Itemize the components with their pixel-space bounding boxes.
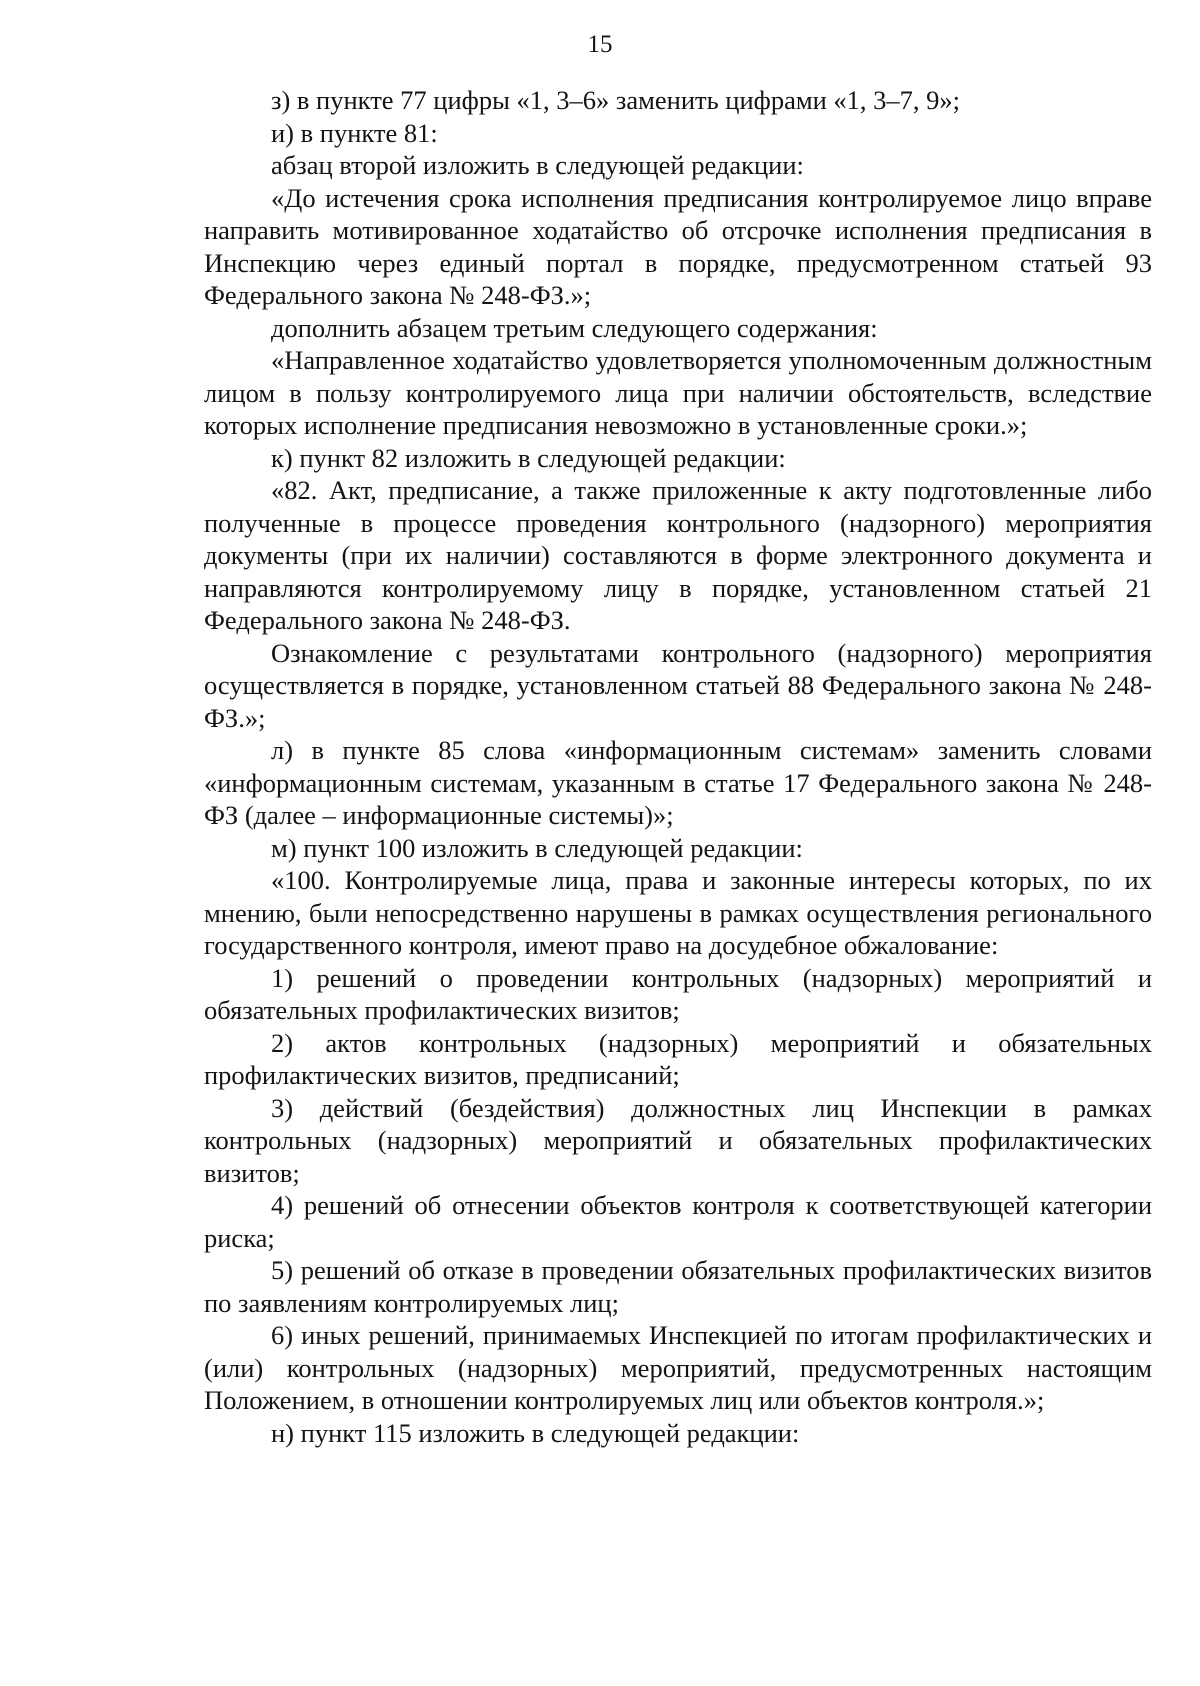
- paragraph: 5) решений об отказе в проведении обязательных профилактических визитов по заявлениям контролируемых лиц;: [204, 1255, 1152, 1318]
- paragraph: и) в пункте 81:: [271, 117, 438, 148]
- paragraph: «100. Контролируемые лица, права и законные интересы которых, по их мнению, были непосредственно нарушены в рамках осуществления регионального государственного контроля, имеют право на досудебное обжалование:: [204, 865, 1152, 960]
- paragraph: «82. Акт, предписание, а также приложенные к акту подготовленные либо полученные в процессе проведения контрольного (надзорного) мероприятия документы (при их наличии) составляются в форме электронного документа и направляются контролируемому лицу в порядке, установленном статьей 21 Федерального закона № 248-ФЗ.: [204, 475, 1152, 635]
- document-body: [204, 84, 1152, 1449]
- paragraph: з) в пункте 77 цифры «1, 3–6» заменить цифрами «1, 3–7, 9»;: [271, 85, 961, 115]
- page-number: 15: [587, 31, 613, 58]
- paragraph: дополнить абзацем третьим следующего содержания:: [271, 312, 878, 343]
- paragraph: Ознакомление с результатами контрольного (надзорного) мероприятия осуществляется в порядке, установленном статьей 88 Федерального закона № 248-ФЗ.»;: [204, 637, 1152, 733]
- paragraph: н) пункт 115 изложить в следующей редакции:: [271, 1417, 800, 1448]
- paragraph: 6) иных решений, принимаемых Инспекцией по итогам профилактических и (или) контрольных (надзорных) мероприятий, предусмотренных настоящим Положением, в отношении контролируемых лиц или объектов контроля.»;: [204, 1320, 1152, 1415]
- paragraph: «Направленное ходатайство удовлетворяется уполномоченным должностным лицом в пользу контролируемого лица при наличии обстоятельств, вследствие которых исполнение предписания невозможно в установленные сроки.»;: [204, 345, 1152, 440]
- paragraph: 2) актов контрольных (надзорных) мероприятий и обязательных профилактических визитов, предписаний;: [204, 1027, 1152, 1090]
- paragraph: к) пункт 82 изложить в следующей редакции:: [271, 442, 786, 473]
- paragraph: «До истечения срока исполнения предписания контролируемое лицо вправе направить мотивированное ходатайство об отсрочке исполнения предписания в Инспекцию через единый портал в порядке, предусмотренном статьей 93 Федерального закона № 248-ФЗ.»;: [204, 182, 1152, 310]
- paragraph: 4) решений об отнесении объектов контроля к соответствующей категории риска;: [204, 1190, 1152, 1253]
- paragraph: 1) решений о проведении контрольных (надзорных) мероприятий и обязательных профилактических визитов;: [204, 962, 1152, 1025]
- paragraph: м) пункт 100 изложить в следующей редакции:: [271, 832, 803, 863]
- paragraph: л) в пункте 85 слова «информационным системам» заменить словами «информационным системам, указанным в статье 17 Федерального закона № 248-ФЗ (далее – информационные системы)»;: [204, 735, 1152, 830]
- paragraph: 3) действий (бездействия) должностных лиц Инспекции в рамках контрольных (надзорных) мероприятий и обязательных профилактических визитов;: [204, 1092, 1152, 1188]
- paragraph: абзац второй изложить в следующей редакции:: [271, 150, 804, 180]
